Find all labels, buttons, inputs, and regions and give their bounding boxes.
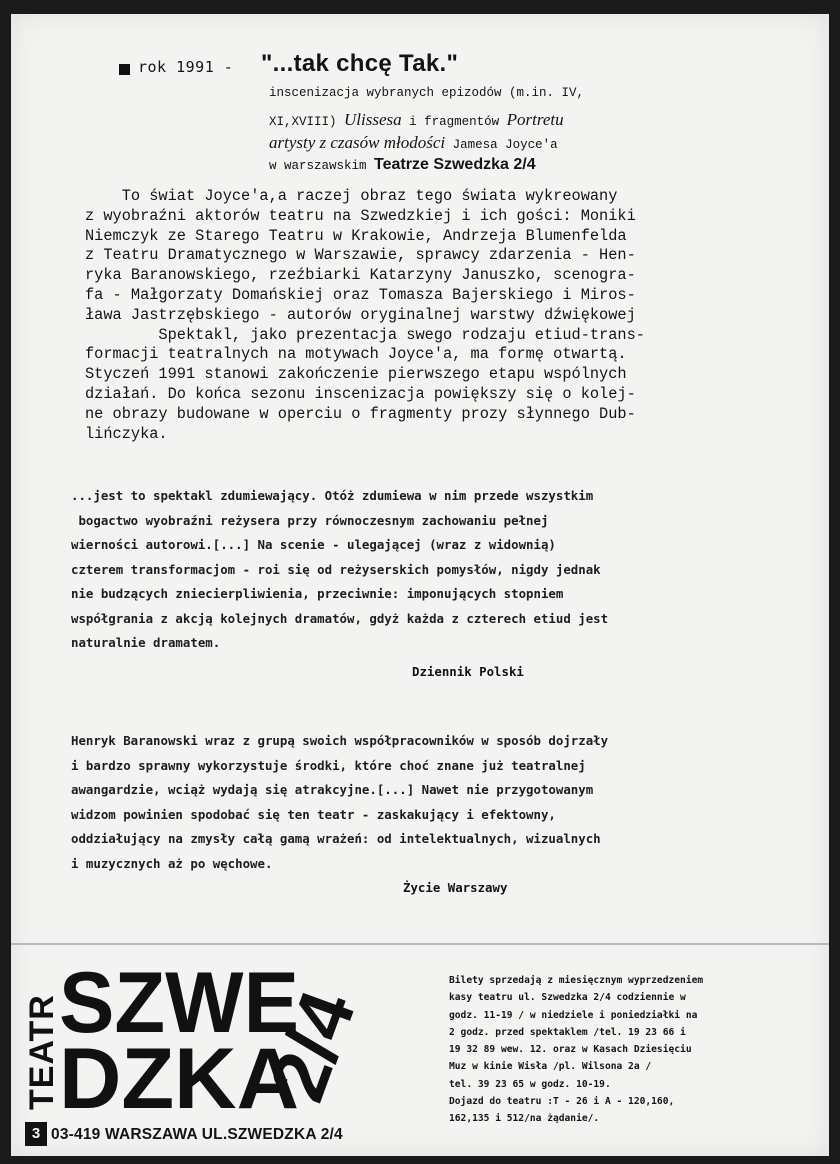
quote-line: ...jest to spektakl zdumiewający. Otóż zdumiewa w nim przede wszystkim bbox=[71, 488, 594, 503]
quote-line: oddziałujący na zmysły całą gamą wrażeń: od intelektualnych, wizualnych bbox=[71, 831, 601, 846]
subtitle-text: XI,XVIII) bbox=[269, 115, 345, 129]
quote-line: i muzycznych aż po węchowe. bbox=[71, 855, 273, 871]
quote-line: bogactwo wyobraźni reżysera przy równoczesnym zachowaniu pełnej bbox=[71, 512, 549, 528]
paragraph-line: z wyobraźni aktorów teatru na Szwedzkiej i ich gości: Moniki bbox=[85, 206, 636, 225]
logo-badge: 3 bbox=[25, 1122, 47, 1146]
ticket-info-line: 162,135 i 512/na żądanie/. bbox=[449, 1113, 600, 1125]
subtitle-text: Jamesa Joyce'a bbox=[445, 138, 558, 152]
quote-line: awangardzie, wciąż wydają się atrakcyjne.[...] Nawet nie przygotowanym bbox=[71, 782, 594, 797]
review-quote-2 bbox=[71, 729, 771, 876]
quote-source-1: Dziennik Polski bbox=[412, 664, 524, 679]
quote-line: Henryk Baranowski wraz z grupą swoich współpracowników w sposób dojrzały bbox=[71, 733, 609, 748]
ticket-info-line: 2 godz. przed spektaklem /tel. 19 23 66 i bbox=[449, 1026, 686, 1038]
quote-line: nie budzących zniecierpliwienia, przeciwnie: imponujących stopniem bbox=[71, 586, 564, 601]
ticket-info-line: Muz w kinie Wisła /pl. Wilsona 2a / bbox=[449, 1061, 652, 1073]
subtitle-line-2 bbox=[269, 110, 564, 130]
subtitle-text: inscenizacja wybranych epizodów (m.in. IV, bbox=[269, 86, 585, 100]
subtitle-text: w warszawskim bbox=[269, 159, 375, 173]
subtitle-line-4 bbox=[269, 156, 536, 174]
header-year: rok 1991 - bbox=[138, 58, 234, 76]
main-paragraph bbox=[85, 187, 775, 444]
subtitle-line-3 bbox=[269, 133, 558, 153]
ticket-info-line: Dojazd do teatru :T - 26 i A - 120,160, bbox=[449, 1096, 675, 1108]
paragraph-line: z Teatru Dramatycznego w Warszawie, sprawcy zdarzenia - Hen- bbox=[85, 246, 636, 265]
ticket-info bbox=[449, 972, 809, 1128]
paragraph-line: ława Jastrzębskiego - autorów oryginalnej warstwy dźwiękowej bbox=[85, 305, 636, 324]
review-quote-1 bbox=[71, 484, 771, 656]
paragraph-line: działań. Do końca sezonu inscenizacja powiększy się o kolej- bbox=[85, 384, 636, 403]
quote-line: i bardzo sprawny wykorzystuje środki, które choć znane już teatralnej bbox=[71, 757, 586, 773]
paragraph-line: To świat Joyce'a,a raczej obraz tego świata wykreowany bbox=[85, 187, 618, 205]
header-title: "...tak chcę Tak." bbox=[261, 50, 459, 77]
logo-line-1: SZWE bbox=[59, 955, 299, 1051]
ticket-info-line: Bilety sprzedają z miesięcznym wyprzedzeniem bbox=[449, 975, 704, 986]
theatre-address: 03-419 WARSZAWA UL.SZWEDZKA 2/4 bbox=[51, 1126, 343, 1143]
logo-number: 2/4 bbox=[252, 979, 373, 1112]
paragraph-line: Styczeń 1991 stanowi zakończenie pierwszego etapu wspólnych bbox=[85, 365, 627, 384]
paragraph-line: ne obrazy budowane w operciu o fragmenty prozy słynnego Dub- bbox=[85, 404, 636, 423]
footer-divider bbox=[11, 943, 829, 945]
paragraph-line: formacji teatralnych na motywach Joyce'a, ma formę otwartą. bbox=[85, 345, 627, 364]
logo-vertical-text: TEATR bbox=[23, 994, 61, 1110]
subtitle-text: i fragmentów bbox=[401, 115, 507, 129]
quote-line: widzom powinien spodobać się ten teatr - zaskakujący i efektowny, bbox=[71, 806, 556, 822]
ticket-info-line: kasy teatru ul. Szwedzka 2/4 codziennie w bbox=[449, 992, 686, 1004]
theatre-name: Teatrze Szwedzka 2/4 bbox=[374, 156, 536, 173]
quote-line: naturalnie dramatem. bbox=[71, 635, 221, 650]
ticket-info-line: tel. 39 23 65 w godz. 10-19. bbox=[449, 1078, 611, 1090]
ticket-info-line: 19 32 89 wew. 12. oraz w Kasach Dziesięciu bbox=[449, 1044, 692, 1056]
bullet-square-icon bbox=[119, 64, 130, 75]
subtitle-line-1 bbox=[269, 86, 584, 100]
theatre-logo bbox=[11, 950, 411, 1125]
quote-line: czterem transformacjom - roi się od reżyserskich pomysłów, nigdy jednak bbox=[71, 561, 601, 577]
paragraph-line: ryka Baranowskiego, rzeźbiarki Katarzyny Januszko, scenogra- bbox=[85, 266, 636, 285]
ticket-info-line: godz. 11-19 / w niedziele i poniedziałki na bbox=[449, 1009, 698, 1021]
subtitle-italic: artysty z czasów młodości bbox=[269, 133, 446, 152]
paragraph-line: Spektakl, jako prezentacja swego rodzaju etiud-trans- bbox=[85, 325, 645, 344]
document-page bbox=[11, 14, 829, 1156]
subtitle-italic: Portretu bbox=[506, 110, 564, 129]
paragraph-line: Niemczyk ze Starego Teatru w Krakowie, Andrzeja Blumenfelda bbox=[85, 226, 627, 245]
quote-line: współgrania z akcją kolejnych dramatów, gdyż każda z czterech etiud jest bbox=[71, 610, 609, 626]
quote-source-2: Życie Warszawy bbox=[403, 880, 508, 895]
paragraph-line: lińczyka. bbox=[85, 424, 168, 443]
paragraph-line: fa - Małgorzaty Domańskiej oraz Tomasza Bajerskiego i Miros- bbox=[85, 285, 636, 304]
logo-line-2: DZKA bbox=[59, 1031, 299, 1125]
subtitle-italic: Ulissesa bbox=[344, 110, 402, 129]
quote-line: wierności autorowi.[...] Na scenie - ulegającej (wraz z widownią) bbox=[71, 537, 556, 552]
